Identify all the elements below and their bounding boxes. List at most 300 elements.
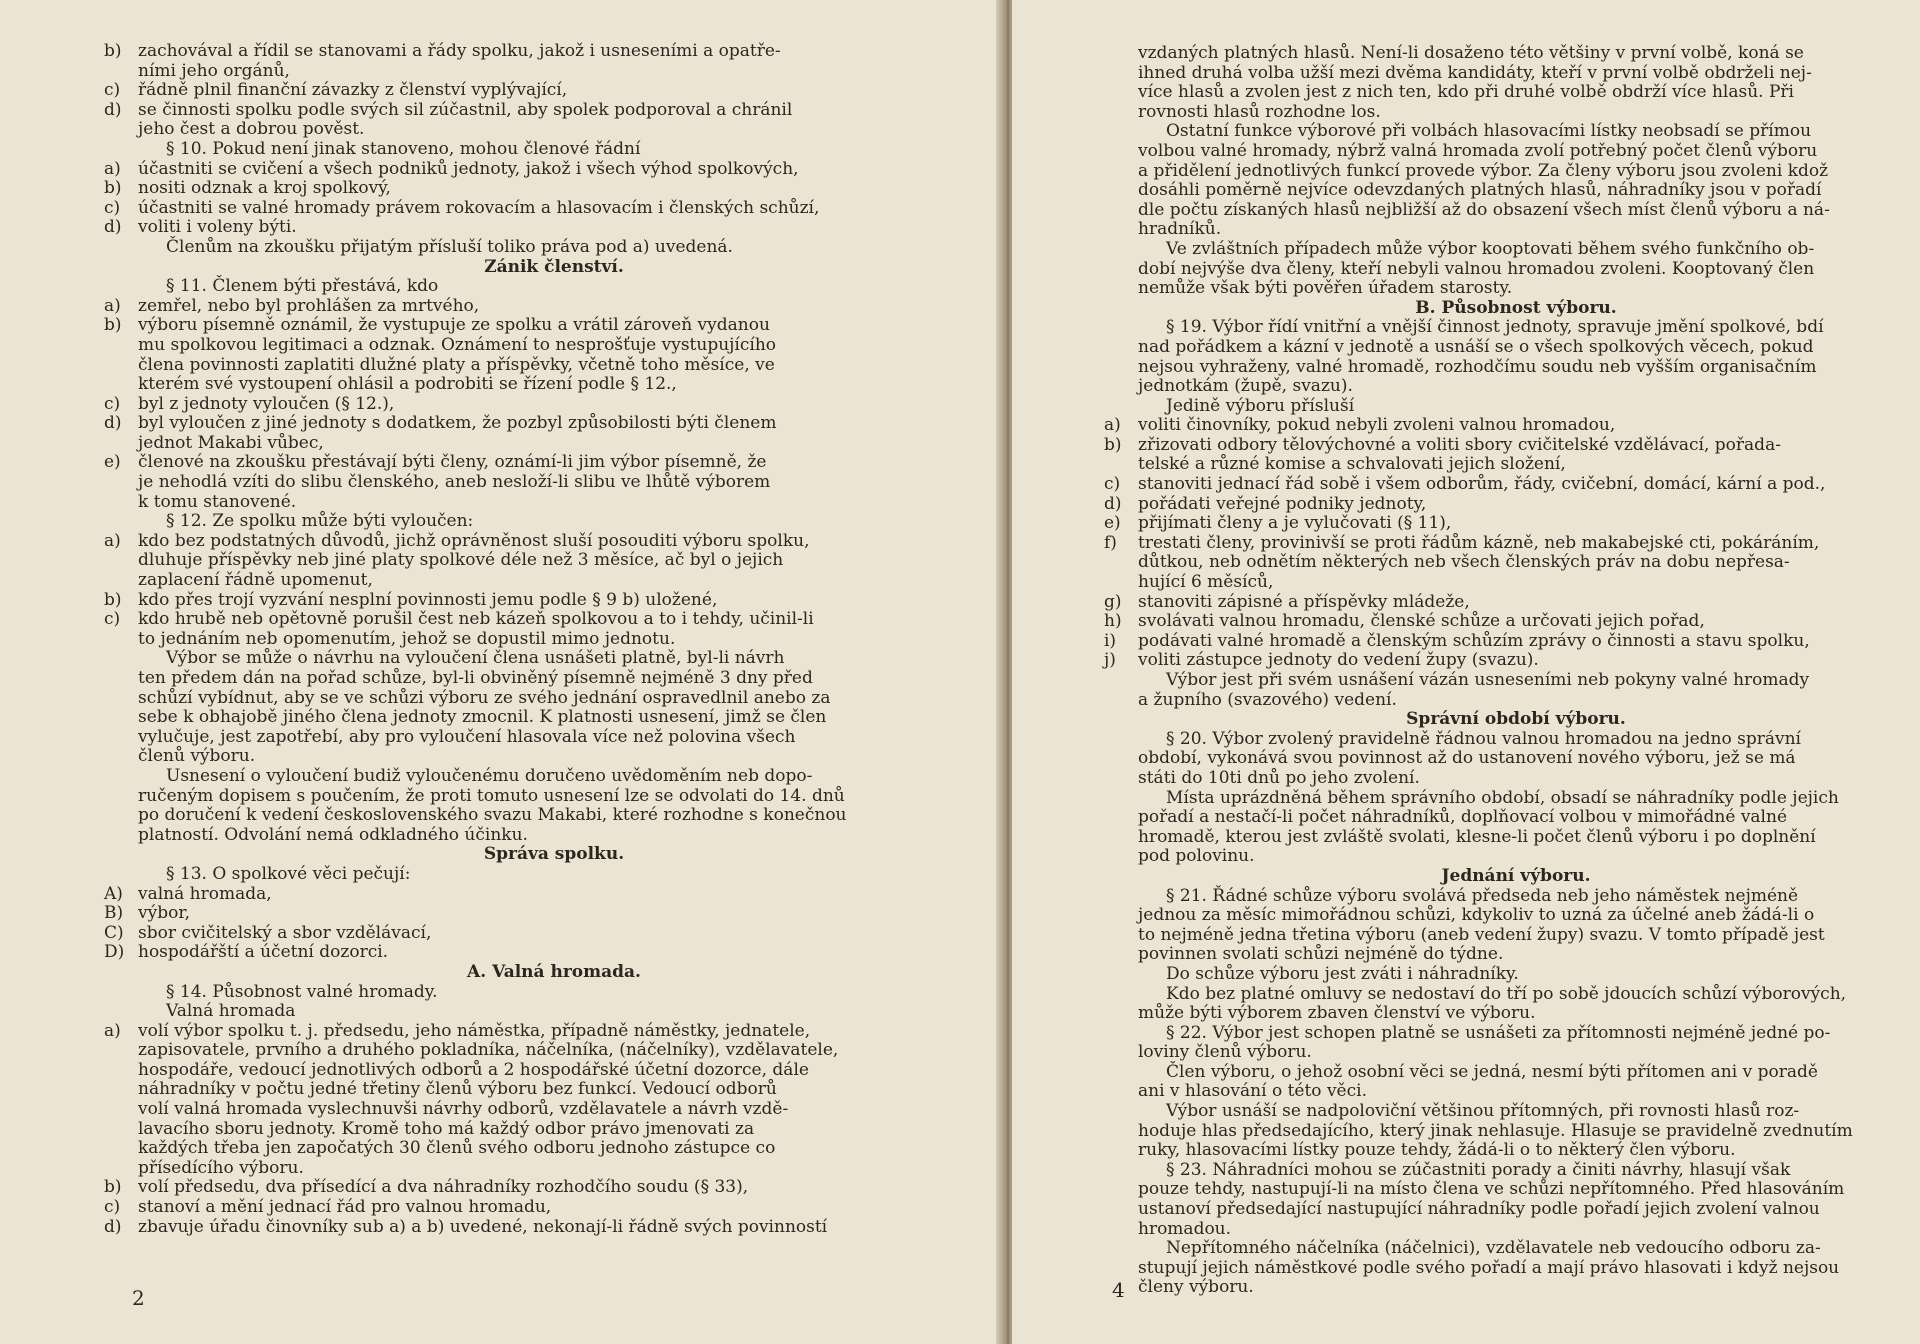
item-label bbox=[104, 356, 138, 376]
text-line bbox=[104, 1041, 970, 1061]
text-line bbox=[104, 316, 970, 336]
line-text: jednou za měsíc mimořádnou schůzi, kdykoliv to uzná za účelné aneb žádá-li o bbox=[1138, 905, 1815, 926]
line-text: Jedině výboru přísluší bbox=[1166, 395, 1355, 416]
text-line bbox=[104, 336, 970, 356]
text-line bbox=[104, 649, 970, 669]
text-line bbox=[1104, 965, 1894, 985]
text-line bbox=[104, 767, 970, 787]
line-text: jednot Makabi vůbec, bbox=[138, 432, 324, 453]
line-text: § 12. Ze spolku může býti vyloučen: bbox=[166, 511, 474, 532]
item-label bbox=[1104, 867, 1138, 887]
text-line bbox=[104, 630, 970, 650]
item-label bbox=[104, 689, 138, 709]
text-line bbox=[104, 963, 970, 983]
line-text: pořádati veřejné podniky jednoty, bbox=[1138, 493, 1427, 514]
text-line bbox=[1104, 945, 1894, 965]
line-text: dle počtu získaných hlasů nejbližší až do obsazení všech míst členů výboru a ná- bbox=[1138, 199, 1830, 220]
item-label bbox=[104, 238, 138, 258]
line-text: jednotkám (župě, svazu). bbox=[1138, 376, 1353, 397]
text-line bbox=[1104, 612, 1894, 632]
item-label bbox=[104, 1002, 138, 1022]
text-line bbox=[104, 1159, 970, 1179]
line-text: stupují jejich náměstkové podle svého pořadí a mají právo hlasovati i když nejsou bbox=[1138, 1257, 1840, 1278]
item-label bbox=[104, 277, 138, 297]
text-line bbox=[1104, 122, 1894, 142]
item-label bbox=[1104, 240, 1138, 260]
item-label: B) bbox=[104, 903, 124, 924]
text-line bbox=[104, 610, 970, 630]
item-label bbox=[104, 963, 138, 983]
line-text: § 23. Náhradníci mohou se zúčastniti porady a činiti návrhy, hlasují však bbox=[1166, 1159, 1791, 1180]
item-label bbox=[104, 571, 138, 591]
line-text: státi do 10ti dnů po jeho zvolení. bbox=[1138, 767, 1420, 788]
item-label bbox=[104, 1061, 138, 1081]
item-label: d) bbox=[104, 217, 122, 238]
item-label bbox=[104, 120, 138, 140]
line-text: pouze tehdy, nastupují-li na místo člena ve schůzi nepřítomného. Před hlasováním bbox=[1138, 1179, 1845, 1200]
line-text: kdo hrubě neb opětovně porušil čest neb kázeň spolkovou a to i tehdy, učinil-li bbox=[138, 609, 814, 630]
line-text: hradníků. bbox=[1138, 219, 1222, 240]
line-text: výbor, bbox=[138, 903, 190, 924]
text-line bbox=[104, 140, 970, 160]
item-label bbox=[1104, 985, 1138, 1005]
item-label: c) bbox=[1104, 474, 1121, 495]
text-line bbox=[1104, 593, 1894, 613]
text-line bbox=[104, 885, 970, 905]
line-text: ruky, hlasovacími lístky pouze tehdy, žádá-li o to některý člen výboru. bbox=[1138, 1140, 1736, 1161]
text-line bbox=[104, 806, 970, 826]
text-line bbox=[104, 983, 970, 1003]
item-label bbox=[1104, 260, 1138, 280]
line-text: může býti výborem zbaven členství ve výboru. bbox=[1138, 1003, 1536, 1024]
line-text: voliti činovníky, pokud nebyli zvoleni valnou hromadou, bbox=[1138, 415, 1616, 436]
line-text: členy výboru. bbox=[1138, 1277, 1254, 1298]
line-text: je nehodlá vzíti do slibu členského, aneb nesloží-li slibu ve lhůtě výborem bbox=[138, 472, 771, 493]
line-text: § 14. Působnost valné hromady. bbox=[166, 981, 438, 1002]
text-line bbox=[104, 826, 970, 846]
text-line bbox=[1104, 1004, 1894, 1024]
text-line bbox=[104, 1139, 970, 1159]
line-text: dluhuje příspěvky neb jiné platy spolkové déle než 3 měsíce, ač byl o jejich bbox=[138, 550, 784, 571]
item-label bbox=[1104, 1141, 1138, 1161]
line-text: nejsou vyhraženy, valné hromadě, rozhodčímu soudu neb vyšším organisačním bbox=[1138, 356, 1817, 377]
item-label bbox=[1104, 1043, 1138, 1063]
text-line bbox=[1104, 377, 1894, 397]
text-line bbox=[1104, 887, 1894, 907]
item-label bbox=[1104, 1102, 1138, 1122]
text-line bbox=[1104, 710, 1894, 730]
item-label: b) bbox=[104, 1177, 122, 1198]
line-text: lavacího sboru jednoty. Kromě toho má každý odbor právo jmenovati za bbox=[138, 1118, 755, 1139]
item-label: h) bbox=[1104, 611, 1122, 632]
text-line bbox=[104, 1022, 970, 1042]
text-line bbox=[104, 747, 970, 767]
line-text: Zánik členství. bbox=[484, 256, 624, 277]
text-line bbox=[104, 356, 970, 376]
item-label bbox=[1104, 887, 1138, 907]
item-label bbox=[1104, 83, 1138, 103]
line-text: kdo přes trojí vyzvání nesplní povinnosti jemu podle § 9 b) uložené, bbox=[138, 589, 718, 610]
text-line bbox=[104, 689, 970, 709]
line-text: přísedícího výboru. bbox=[138, 1157, 304, 1178]
line-text: Místa uprázdněná během správního období, obsadí se náhradníky podle jejich bbox=[1166, 787, 1839, 808]
text-line bbox=[1104, 1122, 1894, 1142]
text-line bbox=[104, 787, 970, 807]
item-label bbox=[1104, 808, 1138, 828]
text-line bbox=[1104, 1239, 1894, 1259]
text-line bbox=[1104, 1278, 1894, 1298]
item-label bbox=[1104, 691, 1138, 711]
item-label bbox=[104, 983, 138, 1003]
line-text: zbavuje úřadu činovníky sub a) a b) uvedené, nekonají-li řádně svých povinností bbox=[138, 1216, 828, 1237]
item-label: b) bbox=[104, 178, 122, 199]
text-line bbox=[1104, 749, 1894, 769]
line-text: hující 6 měsíců, bbox=[1138, 572, 1274, 593]
line-text: vylučuje, jest zapotřebí, aby pro vyloučení hlasovala více než polovina všech bbox=[138, 726, 796, 747]
line-text: hromadou. bbox=[1138, 1218, 1232, 1239]
line-text: trestati členy, provinivší se proti řádům kázně, neb makabejské cti, pokáráním, bbox=[1138, 532, 1820, 553]
line-text: Do schůze výboru jest zváti i náhradníky. bbox=[1166, 963, 1519, 984]
text-line bbox=[1104, 64, 1894, 84]
item-label bbox=[104, 375, 138, 395]
line-text: Ostatní funkce výborové při volbách hlasovacími lístky neobsadí se přímou bbox=[1166, 121, 1812, 142]
line-text: hospodářští a účetní dozorci. bbox=[138, 942, 389, 963]
text-line bbox=[1104, 181, 1894, 201]
line-text: dobí nejvýše dva členy, kteří nebyli valnou hromadou zvoleni. Kooptovaný člen bbox=[1138, 258, 1815, 279]
text-line bbox=[104, 375, 970, 395]
page-number-right: 4 bbox=[1112, 1278, 1125, 1302]
item-label bbox=[104, 1041, 138, 1061]
line-text: volí výbor spolku t. j. předsedu, jeho náměstka, případně náměstky, jednatele, bbox=[138, 1020, 811, 1041]
line-text: a župního (svazového) vedení. bbox=[1138, 689, 1397, 710]
item-label bbox=[104, 767, 138, 787]
line-text: Kdo bez platné omluvy se nedostaví do tří po sobě jdoucích schůzí výborových, bbox=[1166, 983, 1847, 1004]
line-text: § 11. Členem býti přestává, kdo bbox=[166, 276, 439, 297]
text-line bbox=[104, 1100, 970, 1120]
item-label: j) bbox=[1104, 650, 1116, 671]
item-label bbox=[1104, 1180, 1138, 1200]
line-text: telské a různé komise a schvalovati jejich složení, bbox=[1138, 454, 1566, 475]
text-line bbox=[104, 493, 970, 513]
text-line bbox=[1104, 397, 1894, 417]
item-label bbox=[1104, 103, 1138, 123]
text-line bbox=[104, 414, 970, 434]
text-line bbox=[104, 532, 970, 552]
item-label bbox=[1104, 730, 1138, 750]
line-text: ten předem dán na pořad schůze, byl-li obviněný písemně nejméně 3 dny před bbox=[138, 668, 813, 688]
text-line bbox=[1104, 1024, 1894, 1044]
line-text: po doručení k vedení československého svazu Makabi, které rozhodne s konečnou bbox=[138, 805, 847, 826]
text-line bbox=[104, 473, 970, 493]
line-text: povinnen svolati schůzi nejméně do týdne. bbox=[1138, 944, 1504, 965]
line-text: více hlasů a zvolen jest z nich ten, kdo při druhé volbě obdrží více hlasů. Při bbox=[1138, 82, 1794, 103]
text-line bbox=[104, 81, 970, 101]
text-line bbox=[1104, 651, 1894, 671]
text-line bbox=[104, 258, 970, 278]
item-label: e) bbox=[1104, 513, 1121, 534]
item-label bbox=[1104, 749, 1138, 769]
text-line bbox=[1104, 1102, 1894, 1122]
line-text: Nepřítomného náčelníka (náčelnici), vzdělavatele neb vedoucího odboru za- bbox=[1166, 1238, 1821, 1259]
text-line bbox=[1104, 808, 1894, 828]
item-label bbox=[1104, 142, 1138, 162]
line-text: volí předsedu, dva přísedící a dva náhradníky rozhodčího soudu (§ 33), bbox=[138, 1177, 749, 1198]
line-text: to jednáním neb opomenutím, jehož se dopustil mimo jednotu. bbox=[138, 628, 676, 649]
item-label bbox=[104, 434, 138, 454]
item-label: d) bbox=[104, 99, 122, 120]
item-label bbox=[104, 826, 138, 846]
item-label: c) bbox=[104, 609, 121, 630]
text-line bbox=[104, 512, 970, 532]
text-line bbox=[104, 62, 970, 82]
item-label: c) bbox=[104, 1197, 121, 1218]
text-line bbox=[1104, 201, 1894, 221]
item-label bbox=[104, 512, 138, 532]
item-label bbox=[104, 806, 138, 826]
line-text: podávati valné hromadě a členským schůzím zprávy o činnosti a stavu spolku, bbox=[1138, 630, 1810, 651]
line-text: § 21. Řádné schůze výboru svolává předseda neb jeho náměstek nejméně bbox=[1166, 885, 1799, 906]
line-text: volí valná hromada vyslechnuvši návrhy odborů, vzdělavatele a návrh vzdě- bbox=[138, 1099, 789, 1120]
item-label: A) bbox=[104, 883, 123, 904]
text-line bbox=[1104, 1043, 1894, 1063]
item-label bbox=[104, 1080, 138, 1100]
item-label bbox=[1104, 44, 1138, 64]
text-line bbox=[1104, 926, 1894, 946]
text-line bbox=[104, 160, 970, 180]
item-label bbox=[1104, 945, 1138, 965]
item-label: a) bbox=[104, 295, 121, 316]
item-label: D) bbox=[104, 942, 125, 963]
text-line bbox=[1104, 220, 1894, 240]
item-label bbox=[1104, 789, 1138, 809]
text-line bbox=[1104, 534, 1894, 554]
text-line bbox=[1104, 495, 1894, 515]
line-text: volbou valné hromady, nýbrž valná hromada zvolí potřebný počet členů výboru bbox=[1138, 140, 1818, 161]
line-text: nad pořádkem a kázní v jednotě a usnáší se o všech spolkových věcech, pokud bbox=[1138, 336, 1814, 357]
item-label bbox=[1104, 397, 1138, 417]
item-label: f) bbox=[1104, 532, 1117, 553]
text-line bbox=[1104, 730, 1894, 750]
item-label bbox=[1104, 201, 1138, 221]
line-text: voliti i voleny býti. bbox=[138, 217, 297, 238]
text-line bbox=[104, 434, 970, 454]
item-label bbox=[1104, 1122, 1138, 1142]
item-label bbox=[1104, 1004, 1138, 1024]
text-line bbox=[1104, 44, 1894, 64]
line-text: zaplacení řádně upomenut, bbox=[138, 570, 373, 591]
text-line bbox=[1104, 1063, 1894, 1083]
page-number-left: 2 bbox=[132, 1286, 145, 1310]
line-text: zemřel, nebo byl prohlášen za mrtvého, bbox=[138, 295, 480, 316]
item-label: d) bbox=[1104, 493, 1122, 514]
item-label bbox=[1104, 1259, 1138, 1279]
item-label: a) bbox=[104, 158, 121, 179]
line-text: kdo bez podstatných důvodů, jichž oprávněnost sluší posouditi výboru spolku, bbox=[138, 530, 810, 551]
text-line bbox=[1104, 1161, 1894, 1181]
text-line bbox=[104, 179, 970, 199]
item-label: c) bbox=[104, 197, 121, 218]
item-label bbox=[1104, 455, 1138, 475]
text-line bbox=[1104, 769, 1894, 789]
item-label bbox=[1104, 553, 1138, 573]
line-text: sbor cvičitelský a sbor vzdělávací, bbox=[138, 922, 432, 943]
text-line bbox=[1104, 162, 1894, 182]
text-line bbox=[1104, 83, 1894, 103]
text-line bbox=[104, 591, 970, 611]
line-text: ani v hlasování o této věci. bbox=[1138, 1081, 1367, 1102]
text-line bbox=[104, 297, 970, 317]
item-label bbox=[1104, 64, 1138, 84]
line-text: se činnosti spolku podle svých sil zúčastnil, aby spolek podporoval a chránil bbox=[138, 99, 793, 120]
text-line bbox=[104, 238, 970, 258]
text-line bbox=[1104, 847, 1894, 867]
line-text: stanoviti zápisné a příspěvky mládeže, bbox=[1138, 591, 1470, 612]
item-label: a) bbox=[104, 1020, 121, 1041]
text-line bbox=[1104, 632, 1894, 652]
text-line bbox=[1104, 1180, 1894, 1200]
line-text: § 13. O spolkové věci pečují: bbox=[166, 863, 411, 884]
line-text: zřizovati odbory tělovýchovné a voliti sbory cvičitelské vzdělávací, pořada- bbox=[1138, 434, 1781, 455]
text-line bbox=[104, 1178, 970, 1198]
text-line bbox=[1104, 828, 1894, 848]
text-line bbox=[1104, 436, 1894, 456]
line-text: hospodáře, vedoucí jednotlivých odborů a 2 hospodářské účetní dozorce, dále bbox=[138, 1059, 809, 1080]
item-label: a) bbox=[104, 530, 121, 551]
line-text: Správní období výboru. bbox=[1406, 709, 1626, 730]
item-label: c) bbox=[104, 393, 121, 414]
item-label bbox=[1104, 1220, 1138, 1240]
line-text: hoduje hlas předsedajícího, který jinak nehlasuje. Hlasuje se pravidelně zvednutím bbox=[1138, 1120, 1853, 1141]
text-line bbox=[1104, 455, 1894, 475]
item-label bbox=[1104, 671, 1138, 691]
item-label: e) bbox=[104, 452, 121, 473]
item-label bbox=[104, 728, 138, 748]
text-line bbox=[104, 1002, 970, 1022]
line-text: důtkou, neb odnětím některých neb všech členských práv na dobu nepřesa- bbox=[1138, 552, 1790, 573]
item-label bbox=[1104, 906, 1138, 926]
line-text: Správa spolku. bbox=[483, 844, 625, 865]
item-label bbox=[104, 708, 138, 728]
line-text: dosáhli poměrně nejvíce odevzdaných platných hlasů, náhradníky jsou v pořadí bbox=[1138, 180, 1822, 201]
line-text: § 19. Výbor řídí vnitřní a vnější činnost jednoty, spravuje jmění spolkové, bdí bbox=[1166, 317, 1824, 338]
text-line bbox=[104, 1218, 970, 1238]
text-line bbox=[104, 904, 970, 924]
item-label: d) bbox=[104, 413, 122, 434]
line-text: zachovával a řídil se stanovami a řády spolku, jakož i usneseními a opatře- bbox=[138, 41, 781, 61]
line-text: stanoviti jednací řád sobě i všem odborům, řády, cvičební, domácí, kární a pod., bbox=[1138, 474, 1826, 495]
text-line bbox=[104, 865, 970, 885]
left-page-body bbox=[104, 42, 970, 1237]
item-label bbox=[1104, 377, 1138, 397]
text-line bbox=[104, 218, 970, 238]
text-line bbox=[104, 1080, 970, 1100]
line-text: pod polovinu. bbox=[1138, 846, 1255, 867]
text-line bbox=[104, 728, 970, 748]
line-text: § 22. Výbor jest schopen platně se usnášeti za přítomnosti nejméně jedné po- bbox=[1166, 1022, 1831, 1043]
item-label bbox=[104, 669, 138, 689]
item-label: b) bbox=[104, 41, 122, 61]
line-text: schůzí vybídnut, aby se ve schůzi výboru ze svého jednání ospravedlnil anebo za bbox=[138, 687, 831, 708]
line-text: Výbor jest při svém usnášení vázán usneseními neb pokyny valné hromady bbox=[1166, 670, 1810, 690]
item-label bbox=[1104, 573, 1138, 593]
line-text: a přidělení jednotlivých funkcí provede výbor. Za členy výboru jsou zvoleni kdož bbox=[1138, 160, 1829, 181]
item-label: C) bbox=[104, 922, 124, 943]
item-label bbox=[1104, 181, 1138, 201]
text-line bbox=[1104, 1200, 1894, 1220]
text-line bbox=[1104, 1220, 1894, 1240]
item-label: a) bbox=[1104, 415, 1121, 436]
line-text: platností. Odvolání nemá odkladného účinku. bbox=[138, 824, 528, 845]
item-label bbox=[1104, 122, 1138, 142]
line-text: ními jeho orgánů, bbox=[138, 60, 290, 81]
item-label bbox=[1104, 162, 1138, 182]
line-text: Valná hromada bbox=[166, 1001, 296, 1022]
text-line bbox=[1104, 1259, 1894, 1279]
item-label bbox=[1104, 710, 1138, 730]
item-label bbox=[1104, 279, 1138, 299]
item-label bbox=[1104, 769, 1138, 789]
item-label bbox=[1104, 1063, 1138, 1083]
line-text: valná hromada, bbox=[138, 883, 272, 904]
line-text: § 10. Pokud není jinak stanoveno, mohou členové řádní bbox=[166, 138, 641, 159]
text-line bbox=[1104, 142, 1894, 162]
line-text: členů výboru. bbox=[138, 746, 256, 767]
item-label bbox=[1104, 847, 1138, 867]
line-text: každých třeba jen započatých 30 členů svého odboru jednoho zástupce co bbox=[138, 1138, 776, 1159]
item-label bbox=[1104, 1161, 1138, 1181]
item-label bbox=[1104, 318, 1138, 338]
text-line bbox=[104, 199, 970, 219]
item-label bbox=[1104, 828, 1138, 848]
text-line bbox=[1104, 299, 1894, 319]
line-text: přijímati členy a je vylučovati (§ 11), bbox=[1138, 513, 1452, 534]
item-label bbox=[1104, 358, 1138, 378]
line-text: § 20. Výbor zvolený pravidelně řádnou valnou hromadou na jedno správní bbox=[1166, 728, 1801, 749]
item-label bbox=[104, 551, 138, 571]
item-label: d) bbox=[104, 1216, 122, 1237]
text-line bbox=[1104, 318, 1894, 338]
item-label bbox=[104, 62, 138, 82]
line-text: člena povinnosti zaplatiti dlužné platy a příspěvky, včetně toho měsíce, ve bbox=[138, 354, 775, 375]
item-label bbox=[104, 1100, 138, 1120]
text-line bbox=[104, 120, 970, 140]
line-text: B. Působnost výboru. bbox=[1415, 297, 1617, 318]
item-label: b) bbox=[104, 589, 122, 610]
text-line bbox=[104, 101, 970, 121]
text-line bbox=[104, 669, 970, 689]
item-label bbox=[1104, 1239, 1138, 1259]
line-text: účastniti se valné hromady právem rokovacím a hlasovacím i členských schůzí, bbox=[138, 197, 820, 218]
text-line bbox=[1104, 338, 1894, 358]
text-line bbox=[104, 453, 970, 473]
line-text: to nejméně jedna třetina výboru (aneb vedení župy) svazu. V tomto případě jest bbox=[1138, 924, 1825, 945]
item-label bbox=[1104, 926, 1138, 946]
item-label bbox=[1104, 1200, 1138, 1220]
line-text: byl z jednoty vyloučen (§ 12.), bbox=[138, 393, 395, 414]
text-line bbox=[104, 708, 970, 728]
line-text: nemůže však býti pověřen úřadem starosty. bbox=[1138, 278, 1513, 299]
line-text: účastniti se cvičení a všech podniků jednoty, jakož i všech výhod spolkových, bbox=[138, 158, 799, 179]
item-label bbox=[104, 845, 138, 865]
item-label bbox=[1104, 220, 1138, 240]
item-label: c) bbox=[104, 80, 121, 101]
item-label bbox=[1104, 338, 1138, 358]
line-text: sebe k obhajobě jiného člena jednoty zmocnil. K platnosti usnesení, jimž se člen bbox=[138, 707, 827, 728]
line-text: jeho čest a dobrou pověst. bbox=[138, 119, 365, 140]
line-text: ihned druhá volba užší mezi dvěma kandidáty, kteří v první volbě obdrželi nej- bbox=[1138, 62, 1812, 83]
item-label bbox=[104, 336, 138, 356]
text-line bbox=[104, 845, 970, 865]
